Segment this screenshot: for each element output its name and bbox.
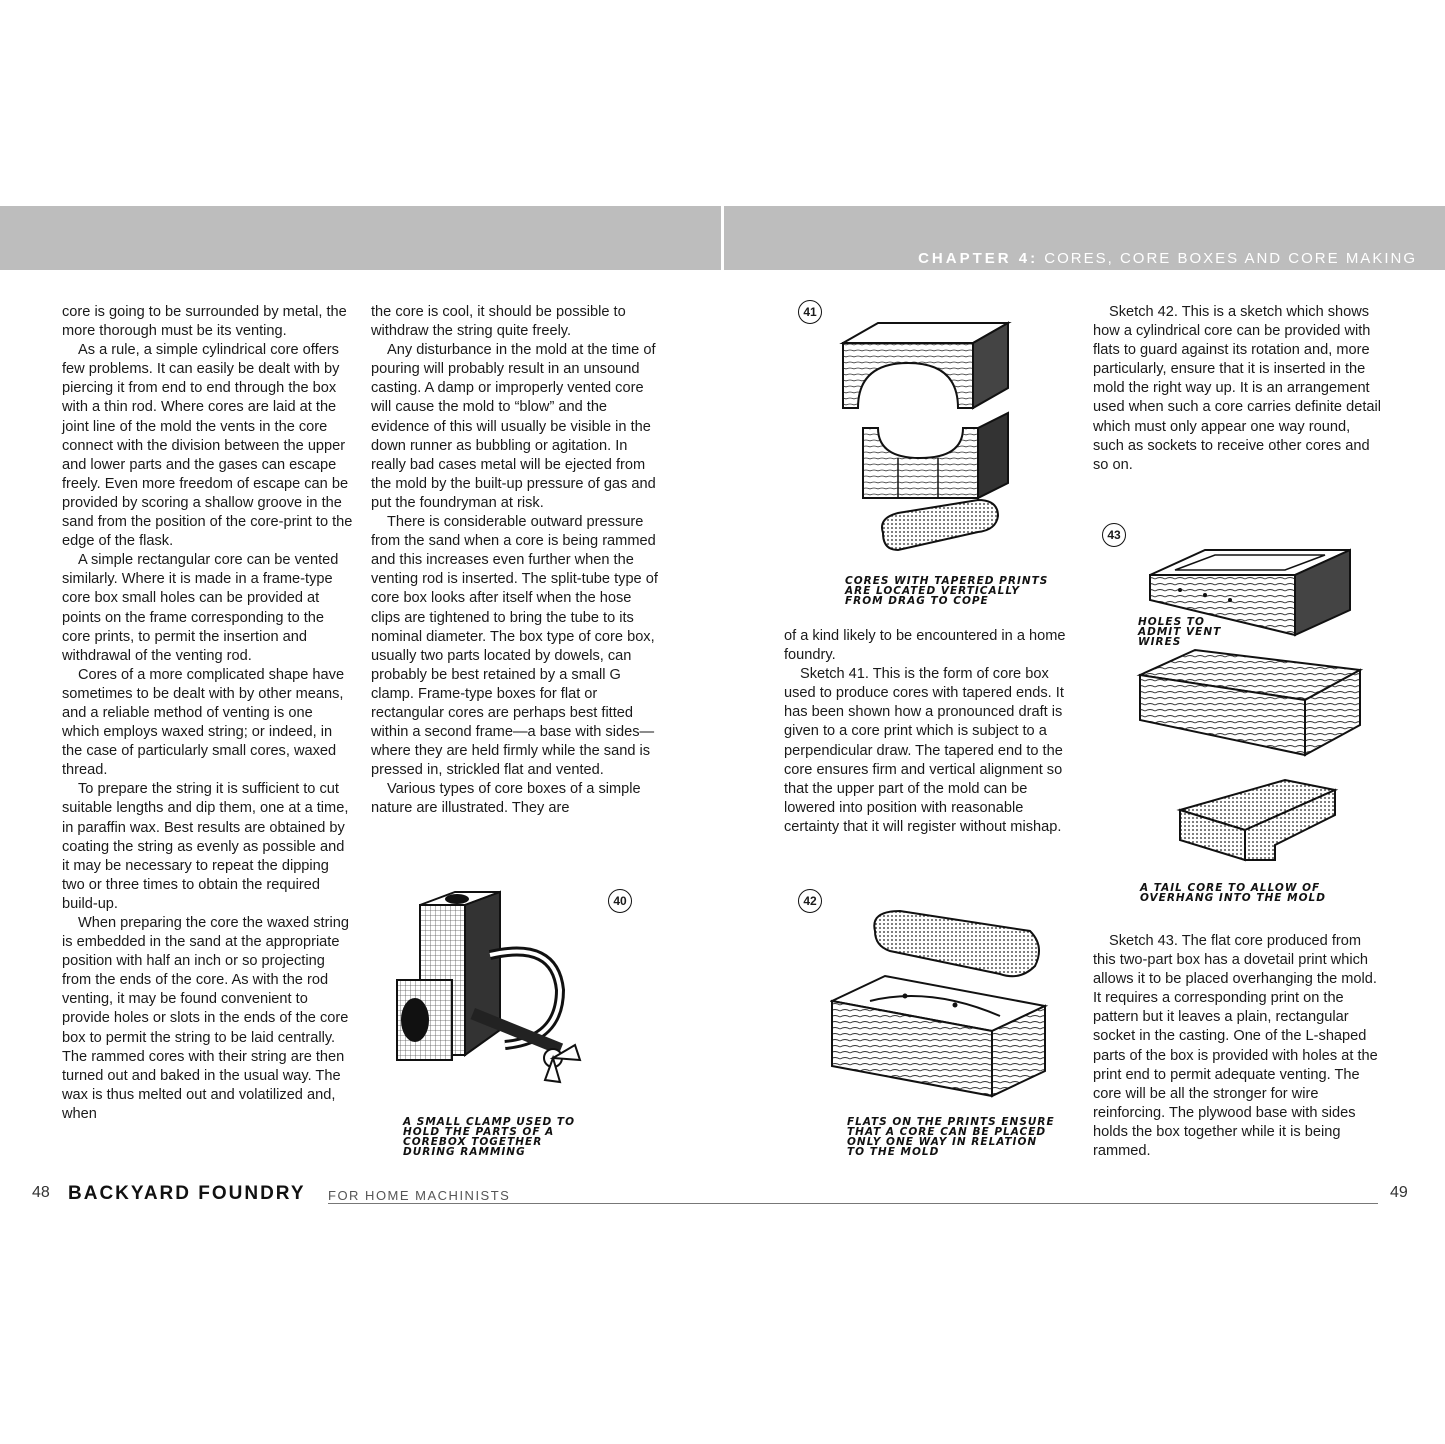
figure-40-caption: A SMALL CLAMP USED TO HOLD THE PARTS OF A COREBOX TOGETHER DURING RAMMING [403, 1116, 575, 1158]
paragraph: Various types of core boxes of a simple nature are illustrated. They are [371, 781, 641, 817]
chapter-heading [918, 250, 1417, 267]
figure-43-tail-core-illustration [1135, 540, 1365, 880]
text-column-4-bottom [1093, 932, 1385, 1161]
figure-number-40: 40 [608, 889, 632, 913]
header-band-left [0, 206, 721, 270]
paragraph: There is considerable outward pressure from the sand when a core is being rammed and this increases even further when the venting rod is inserted. The split-tube type of core box looks after itself when the hose clips are tightened to bring the tube to its nominal diameter. The box type of core box, usually two parts located by dowels, can probably be best retained by a small G clamp. Frame-type boxes for flat or rectangular cores are perhaps best fitted within a second frame—a base with sides—where they are held firmly while the sand is pressed in, strickled flat and vented. [371, 514, 658, 779]
figure-43-label: HOLES TO ADMIT VENT WIRES [1138, 616, 1222, 648]
paragraph: Sketch 41. This is the form of core box used to produce cores with tapered ends. It has been shown how a pronounced draft is given to a core print which is subject to a perpendicular draw. The tapered end to the core ensures firm and vertical alignment so that the upper part of the mold can be lowered into position with reasonable certainty that it will register without mishap. [784, 666, 1064, 835]
paragraph: Sketch 42. This is a sketch which shows how a cylindrical core can be provided with flats to guard against its rotation and, more particularly, ensure that it is inserted in the mold the right way up. It is an arrangement used when such a core carries definite detail which must only appear one way round, such as sockets to receive other cores and so on. [1093, 304, 1381, 473]
figure-number-43: 43 [1102, 523, 1126, 547]
paragraph: A simple rectangular core can be vented similarly. Where it is made in a frame-type core box small holes can be provided at points on the frame corresponding to the core prints, to permit the insertion and withdrawal of the venting rod. [62, 552, 339, 664]
figure-number-41: 41 [798, 300, 822, 324]
text-column-4-top [1093, 303, 1385, 475]
chapter-label: CHAPTER 4: [918, 250, 1039, 267]
figure-43-caption: A TAIL CORE TO ALLOW OF OVERHANG INTO THE MOLD [1140, 882, 1326, 904]
figure-41-corebox-illustration [838, 318, 1038, 573]
text-column-1 [62, 303, 354, 1124]
figure-41-caption: CORES WITH TAPERED PRINTS ARE LOCATED VERTICALLY FROM DRAG TO COPE [845, 575, 1049, 607]
page-number-right: 49 [1390, 1184, 1408, 1201]
figure-number-42: 42 [798, 889, 822, 913]
text-column-2 [371, 303, 663, 819]
figure-42-core-and-box-illustration [830, 906, 1050, 1106]
paragraph: Sketch 43. The flat core produced from this two-part box has a dovetail print which allows it to be placed overhanging the mold. It requires a corresponding print on the pattern but it leaves a plain, rectangular socket in the casting. One of the L-shaped parts of the box is provided with holes at the print end to permit adequate venting. The core will be all the stronger for wire reinforcing. The plywood base with sides holds the box together while it is being rammed. [1093, 933, 1378, 1160]
paragraph: Cores of a more complicated shape have sometimes to be dealt with by other means, and a reliable method of venting is one which employs waxed string; or indeed, in the case of particularly small cores, waxed thread. [62, 666, 345, 779]
chapter-title: CORES, CORE BOXES AND CORE MAKING [1044, 250, 1417, 267]
paragraph: core is going to be surrounded by metal, the more thorough must be its venting. [62, 304, 347, 340]
page-number-left: 48 [32, 1184, 50, 1201]
paragraph: When preparing the core the waxed string is embedded in the sand at the appropriate position with half an inch or so projecting from the ends of the core. As with the rod venting, it may be found convenient to provide holes or slots in the ends of the core box to permit the string to be laid centrally. The rammed cores with their string are then turned out and baked in the usual way. The wax is thus melted out and volatilized and, when [62, 915, 349, 1122]
paragraph: As a rule, a simple cylindrical core offers few problems. It can easily be dealt with by piercing it from end to end through the box with a thin rod. Where cores are laid at the joint line of the mold the vents in the core connect with the division between the upper and lower parts and the gases can escape freely. Even more freedom of escape can be provided by scoring a shallow groove in the sand from the position of the core-print to the edge of the flask. [62, 342, 353, 550]
figure-40-clamp-illustration [385, 880, 605, 1090]
paragraph: the core is cool, it should be possible to withdraw the string quite freely. [371, 304, 626, 340]
figure-42-caption: FLATS ON THE PRINTS ENSURE THAT A CORE CAN BE PLACED ONLY ONE WAY IN RELATION TO THE MOLD [847, 1116, 1055, 1158]
footer-rule [328, 1203, 1378, 1204]
text-column-3 [784, 627, 1076, 837]
paragraph: of a kind likely to be encountered in a home foundry. [784, 628, 1066, 664]
book-subtitle: FOR HOME MACHINISTS [328, 1188, 511, 1203]
paragraph: Any disturbance in the mold at the time of pouring will probably result in an unsound casting. A damp or improperly vented core will cause the mold to “blow” and the evidence of this will usually be visible in the down runner as bubbling or agitation. In really bad cases metal will be ejected from the mold by the built-up pressure of gas and put the foundryman at risk. [371, 342, 656, 511]
book-title: BACKYARD FOUNDRY [68, 1183, 306, 1204]
paragraph: To prepare the string it is sufficient to cut suitable lengths and dip them, one at a time, in paraffin wax. Best results are obtained by coating the string as evenly as possible and it may be necessary to repeat the dipping two or three times to obtain the required build-up. [62, 781, 349, 912]
